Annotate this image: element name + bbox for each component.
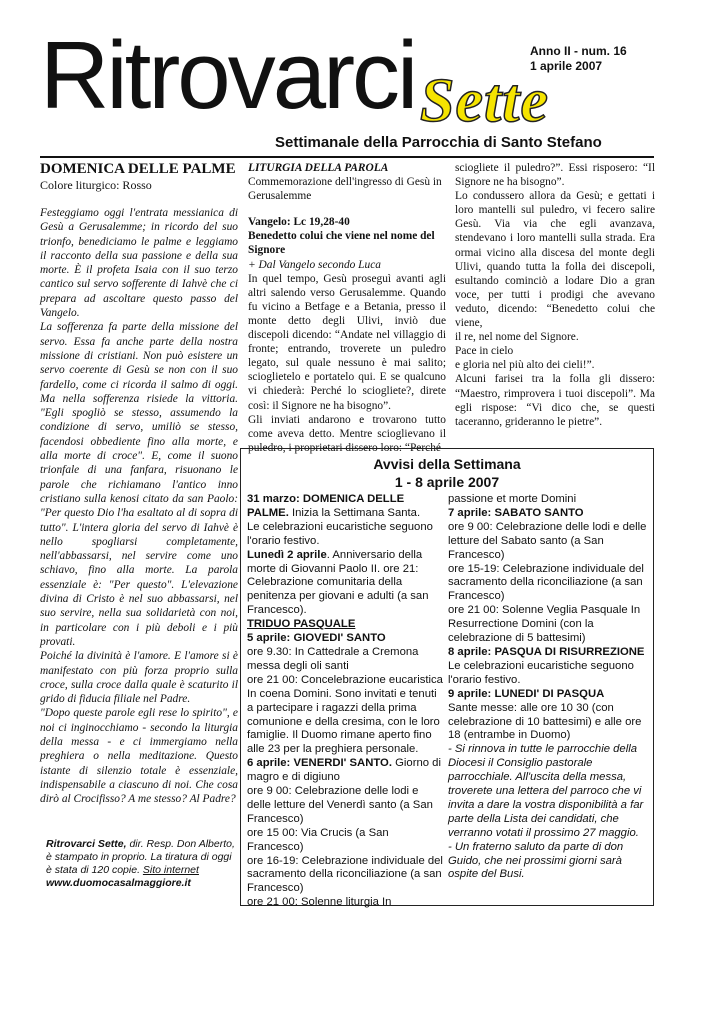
notices-dates: 1 - 8 aprile 2007 [394,474,500,490]
gospel-text: In quel tempo, Gesù proseguì avanti agli altri salendo verso Gerusalemme. Quando fu vicino a Betfage e a Betania, presso il monte detto degli Ulivi, inviò due discepoli dicendo: “Andate nel villaggio di fronte; entrando, troverete un puledro legato, sul quale nessuno è mai salito; scioglietelo e portatelo qui. E se qualcuno vi chiederà: Perché lo sciogliete?, direte così: il Signore ne ha bisogno”. [248,272,446,412]
notices-left-column [247,493,444,910]
notice-item [448,507,650,521]
notice-item [247,896,444,910]
notice-text: ore 21 00: Solenne Veglia Pasquale In Resurrectione Domini (con la celebrazione di 5 battesimi) [448,604,641,645]
editorial-paragraph: Festeggiamo oggi l'entrata messianica di Gesù a Gerusalemme; in ricordo del suo trionfo, benediciamo le palme e leggiamo il racconto della sua passione e della sua morte. È il profeta Isaia con il suo terzo cantico sul servo sofferente di Iahvè che ci prepara ad ascoltare questo passo del Vangelo. [40,207,238,320]
notice-text: ore 15-19: Celebrazione individuale del sacramento della riconciliazione (a san Francesco) [448,562,644,603]
notice-date: 9 aprile: LUNEDI' DI PASQUA [448,687,605,700]
notice-date: 31 marzo: DOMENICA DELLE PALME. [247,493,405,519]
notice-item [448,660,650,688]
notice-item [448,841,650,883]
notices-title [241,455,653,491]
issue-info [530,44,627,74]
gospel-paragraph: e gloria nel più alto dei cieli!”. [455,359,595,372]
liturgy-intro: Commemorazione dell'ingresso di Gesù in Gerusalemme [248,176,442,203]
colophon-site-link[interactable]: www.duomocasalmaggiore.it [46,877,191,889]
notice-date: 8 aprile: PASQUA DI RISURREZIONE [448,645,645,658]
notice-text: ore 21 00: Solenne liturgia In [247,896,392,909]
colophon-name: Ritrovarci Sette, [46,838,127,850]
notice-item [247,632,444,646]
notice-date: 6 aprile: VENERDI' SANTO. [247,757,392,770]
notice-item [448,493,650,507]
column-gospel-continued [455,161,655,429]
notice-item [448,604,650,646]
notice-item [247,549,444,619]
colophon-text: dir. Resp. Don Alberto, è stampato in proprio. La tiratura di oggi è stata di 120 copie. [46,838,235,876]
notice-text: Le celebrazioni eucaristiche seguono l'orario festivo. [448,659,634,686]
notice-item [247,493,444,521]
gospel-text-cont: Gli inviati andarono e trovarono tutto come aveva detto. Mentre scioglievano il puledro, i proprietari dissero loro: “Perché [248,413,446,454]
gospel-paragraph: Lo condussero allora da Gesù; e gettati i loro mantelli sul puledro, vi fecero salire Gesù. Via via che egli avanzava, stendevano i loro mantelli sulla strada. Era ormai vicino alla discesa del monte degli Ulivi, quando tutta la folla dei discepoli, esultando cominciò a lodare Dio a gran voce, per tutti i prodigi che avevano veduto, dicendo: “Benedetto colui che viene, [455,190,655,330]
notice-date: Lunedì 2 aprile [247,548,327,561]
notice-text: Giorno di magro e di digiuno [247,757,441,784]
gospel-paragraph: Pace in cielo [455,345,514,358]
notice-note: - Si rinnova in tutte le parrocchie della Diocesi il Consiglio pastorale parrocchiale. All'uscita della messa, troverete una lettera del parroco che vi invita a dare la vostra disponibilità a far parte della Lista dei candidati, che verranno votati il prossimo 27 maggio. [448,743,644,839]
masthead-rule [40,156,654,158]
editorial-paragraph: "Dopo queste parole egli rese lo spirito", e noi ci inginocchiamo - secondo la liturgia della messa - e ci immergiamo nella preghiera o nella meditazione. Questo istante di silenzio totale è essenziale, indispensabile a ciascuno di noi. Che cosa dirò al Crocifisso? A me stesso? Al Padre? [40,707,238,806]
notice-item [247,757,444,785]
notice-item [448,743,650,840]
notice-text: ore 21 00: Concelebrazione eucaristica In coena Domini. Sono invitati e tenuti a partecipare i ragazzi della prima comunione e della cresima, con le loro famiglie. Il Duomo rimane aperto fino alle 23 per la preghiera personale. [247,673,443,756]
masthead-logo-accent: Sette [420,67,549,135]
editorial-title: DOMENICA DELLE PALME [40,161,236,177]
notice-item [448,646,650,660]
column-editorial [40,161,238,806]
gospel-reference: Vangelo: Lc 19,28-40 [248,216,350,229]
issue-number: Anno II - num. 16 [530,44,627,58]
editorial-paragraph: Poiché la divinità è l'amore. E l'amore si è manifestato con più forza proprio sulla croce, sulla croce dalla quale è scaturito il grido di fiducia filiale nel Padre. [40,650,238,706]
gospel-paragraph: sciogliete il puledro?”. Essi risposero: “Il Signore ne ha bisogno”. [455,162,655,189]
colophon-site-label: Sito internet [142,864,199,876]
editorial-paragraph: La sofferenza fa parte della missione del servo. Essa fa anche parte della nostra missione di cristiani. Non può esistere un servo coerente di Gesù se non con il suo fardello, come ci ricorda il salmo di oggi. Ma nella sofferenza risiede la vittoria. "Egli spogliò se stesso, assumendo la condizione di servo, umiliò se stesso, facendosi obbediente fino alla morte, e alla morte di croce". E, come il suono trionfale di una fanfara, risuonano le parole che richiamano l'antico inno cristiano sulla kenosi citato da san Paolo: "Per questo Dio l'ha esaltato al di sopra di tutto". L'intera gloria del servo di Iahvè è nello spogliarsi completamente, nell'abbassarsi, nel servire come uno schiavo, fino alla morte. La parola essenziale è: "Per questo". L'elevazione divina di Cristo è nel suo abbassarsi, nel suo servire, nella sua solidarietà con noi, in particolare con i più deboli e i più provati. [40,321,238,648]
notice-text: Inizia la Settimana Santa. [288,506,421,519]
masthead-logo: Ritrovarci [40,22,416,129]
editorial-subtitle: Colore liturgico: Rosso [40,178,152,192]
notice-text: passione et morte Domini [448,493,577,505]
notice-item [448,702,650,744]
notice-heading: TRIDUO PASQUALE [247,618,356,631]
notice-item [247,785,444,827]
notice-item [247,855,444,897]
notice-text: ore 9 00: Celebrazione delle lodi e delle letture del Sabato santo (a San Francesco) [448,520,647,561]
gospel-heading: Benedetto colui che viene nel nome del Signore [248,230,435,257]
colophon [46,838,236,890]
masthead-subtitle: Settimanale della Parrocchia di Santo Stefano [275,134,602,151]
notices-box [240,448,654,909]
notice-item [247,521,444,549]
notices-title-line: Avvisi della Settimana [373,456,521,472]
notice-note: - Un fraterno saluto da parte di don Guido, che nei prossimi giorni sarà ospite del Busi. [448,840,624,881]
notice-text: ore 16-19: Celebrazione individuale del sacramento della riconciliazione (a san Francesco) [247,854,443,895]
liturgy-rubric: LITURGIA DELLA PAROLA [248,162,389,174]
notice-text: . Anniversario della morte di Giovanni Paolo II. ore 21: Celebrazione comunitaria della penitenza per giovani e adulti (a san Francesco). [247,548,429,617]
gospel-source: + Dal Vangelo secondo Luca [248,258,381,271]
notice-item [247,827,444,855]
notice-item [247,646,444,674]
notice-item [448,521,650,563]
notice-text: Sante messe: alle ore 10 30 (con celebrazione di 10 battesimi) e alle ore 18 (entrambe in Duomo) [448,701,642,742]
gospel-paragraph: il re, nel nome del Signore. [455,331,579,344]
notice-item [448,688,650,702]
issue-date: 1 aprile 2007 [530,59,603,73]
notice-text: Le celebrazioni eucaristiche seguono l'orario festivo. [247,520,433,547]
notice-text: ore 9.30: In Cattedrale a Cremona messa degli oli santi [247,645,419,672]
gospel-paragraph: Alcuni farisei tra la folla gli dissero: “Maestro, rimprovera i tuoi discepoli”. Ma egli rispose: “Vi dico che, se questi taceranno, grideranno le pietre”. [455,373,655,428]
notice-item [247,674,444,757]
notice-item [448,563,650,605]
column-liturgy [248,161,446,455]
notice-text: ore 9 00: Celebrazione delle lodi e delle letture del Venerdì santo (a San Francesco) [247,785,433,825]
notice-text: ore 15 00: Via Crucis (a San Francesco) [247,826,389,853]
notices-right-column [448,493,650,882]
notice-date: 5 aprile: GIOVEDI' SANTO [247,632,386,645]
notice-date: 7 aprile: SABATO SANTO [448,506,584,519]
notice-item [247,618,444,632]
